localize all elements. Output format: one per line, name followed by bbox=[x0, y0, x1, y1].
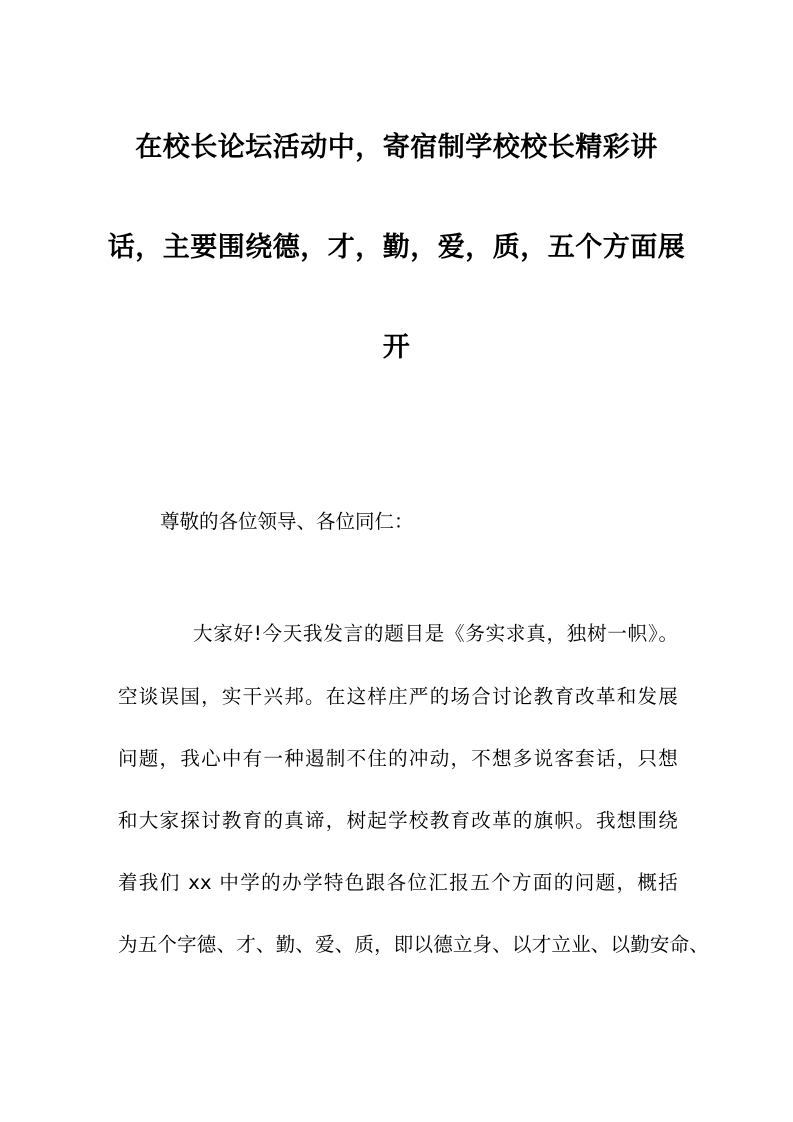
paragraph-line-6: 为五个字德、才、勤、爱、质，即以德立身、以才立业、以勤安命、 bbox=[118, 933, 710, 956]
paragraph-line-4: 和大家探讨教育的真谛，树起学校教育改革的旗帜。我想围绕 bbox=[118, 809, 678, 832]
title-line-1: 在校长论坛活动中，寄宿制学校校长精彩讲 bbox=[135, 132, 658, 163]
title-line-2: 话，主要围绕德，才，勤，爱，质，五个方面展 bbox=[107, 232, 686, 263]
title-line-3: 开 bbox=[382, 332, 411, 363]
paragraph-line-2: 空谈误国，实干兴邦。在这样庄严的场合讨论教育改革和发展 bbox=[118, 685, 678, 708]
paragraph-line-5: 着我们 xx 中学的办学特色跟各位汇报五个方面的问题，概括 bbox=[118, 871, 678, 894]
paragraph-line-1: 大家好!今天我发言的题目是《务实求真，独树一帜》。 bbox=[193, 622, 678, 645]
salutation: 尊敬的各位领导、各位同仁： bbox=[160, 510, 414, 533]
paragraph-line-3: 问题，我心中有一种遏制不住的冲动，不想多说客套话，只想 bbox=[118, 747, 678, 770]
